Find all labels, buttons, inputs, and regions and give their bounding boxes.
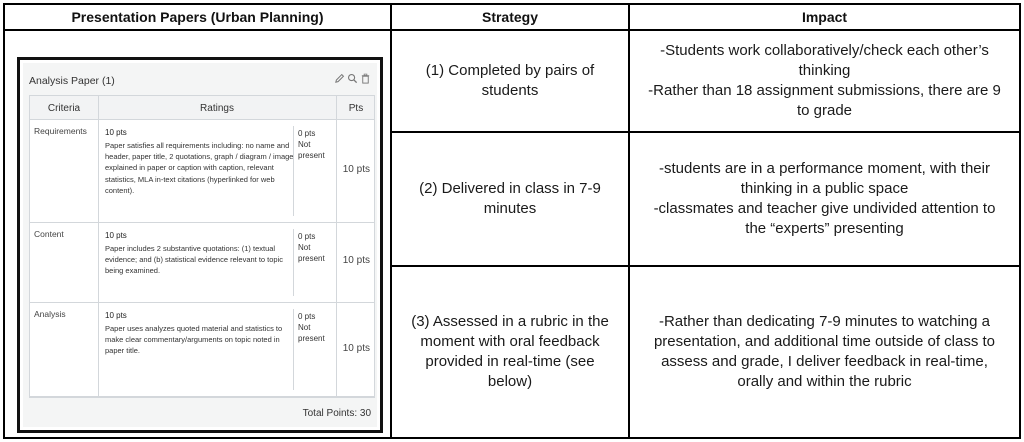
impact-line: orally and within the rubric	[737, 373, 912, 390]
rubric-header-row	[30, 96, 374, 120]
strategy-line: (1) Completed by pairs of	[425, 62, 595, 79]
strategy-line: (3) Assessed in a rubric in the	[411, 313, 609, 330]
criteria-header: Criteria	[47, 102, 81, 114]
rating-points: 10 pts	[105, 128, 127, 137]
rubric-title: Analysis Paper (1)	[29, 75, 115, 87]
impact-line: -Students work collaboratively/check each other’s	[660, 42, 989, 59]
rating-description: Paper uses analyzes quoted material and statistics to make clear commentary/arguments on topic noted in paper title.	[105, 324, 283, 356]
impact-cell-3	[630, 267, 1019, 437]
impact-line: -students are in a performance moment, with their	[659, 160, 990, 177]
rubric-row-requirements	[30, 120, 374, 223]
impact-line: presentation, and additional time outside of class to	[653, 333, 996, 350]
impact-line: -Rather than dedicating 7-9 minutes to watching a	[658, 313, 990, 330]
outer-table	[3, 3, 1021, 439]
impact-line: the “experts” presenting	[745, 220, 904, 237]
zero-points: 0 pts	[298, 129, 316, 138]
impact-line: assess and grade, I deliver feedback in real-time,	[661, 353, 988, 370]
strategy-line: moment with oral feedback	[420, 333, 600, 350]
rating-description: Paper satisfies all requirements including: no name and header, paper title, 2 quotations, graph / diagram / image explained in paper or caption with caption, relevant statistics, MLA in-text citations (hyperlinked for web content).	[105, 141, 294, 195]
strategy-line: minutes	[483, 200, 537, 217]
impact-line: thinking	[798, 62, 851, 79]
header-presentation-papers: Presentation Papers (Urban Planning)	[71, 9, 324, 25]
zero-rating	[298, 128, 338, 161]
impact-line: -Rather than 18 assignment submissions, there are 9	[648, 82, 1001, 99]
zero-description: Not present	[298, 323, 325, 343]
total-points: Total Points: 30	[302, 408, 371, 419]
row-points: 10 pts	[342, 343, 370, 354]
impact-line: -classmates and teacher give undivided attention to	[653, 200, 996, 217]
zero-rating	[298, 311, 338, 344]
rating-points: 10 pts	[105, 231, 127, 240]
pencil-icon[interactable]	[334, 73, 345, 84]
zero-rating	[298, 231, 338, 264]
row-points: 10 pts	[342, 164, 370, 175]
rubric-row-content	[30, 223, 374, 303]
strategy-cell-3	[392, 267, 628, 437]
impact-cell-1	[630, 31, 1019, 131]
strategy-line: (2) Delivered in class in 7-9	[419, 180, 601, 197]
impact-cell-2	[630, 133, 1019, 265]
rating-description: Paper includes 2 substantive quotations: (1) textual evidence; and (b) statistical evidence relevant to topic being examined.	[105, 244, 284, 276]
ratings-header: Ratings	[200, 102, 234, 114]
zero-description: Not present	[298, 140, 325, 160]
strategy-line: students	[481, 82, 539, 99]
header-strategy: Strategy	[481, 9, 539, 25]
zero-points: 0 pts	[298, 312, 316, 321]
rubric-row-analysis	[30, 303, 374, 397]
search-icon[interactable]	[347, 73, 358, 84]
impact-line: thinking in a public space	[740, 180, 909, 197]
rubric-panel	[23, 63, 377, 427]
rubric-table	[29, 95, 375, 398]
row-points: 10 pts	[342, 255, 370, 266]
header-impact: Impact	[801, 9, 848, 25]
pts-header: Pts	[348, 102, 364, 114]
criteria-label: Analysis	[34, 309, 66, 319]
criteria-label: Content	[34, 229, 64, 239]
trash-icon[interactable]	[360, 73, 371, 84]
criteria-label: Requirements	[34, 126, 87, 136]
zero-description: Not present	[298, 243, 325, 263]
rubric-actions	[334, 73, 371, 84]
strategy-cell-1	[392, 31, 628, 131]
strategy-line: below)	[487, 373, 533, 390]
strategy-cell-2	[392, 133, 628, 265]
impact-line: to grade	[796, 102, 853, 119]
strategy-line: provided in real-time (see	[425, 353, 595, 370]
zero-points: 0 pts	[298, 232, 316, 241]
rubric-screenshot	[17, 57, 383, 433]
rating-points: 10 pts	[105, 311, 127, 320]
